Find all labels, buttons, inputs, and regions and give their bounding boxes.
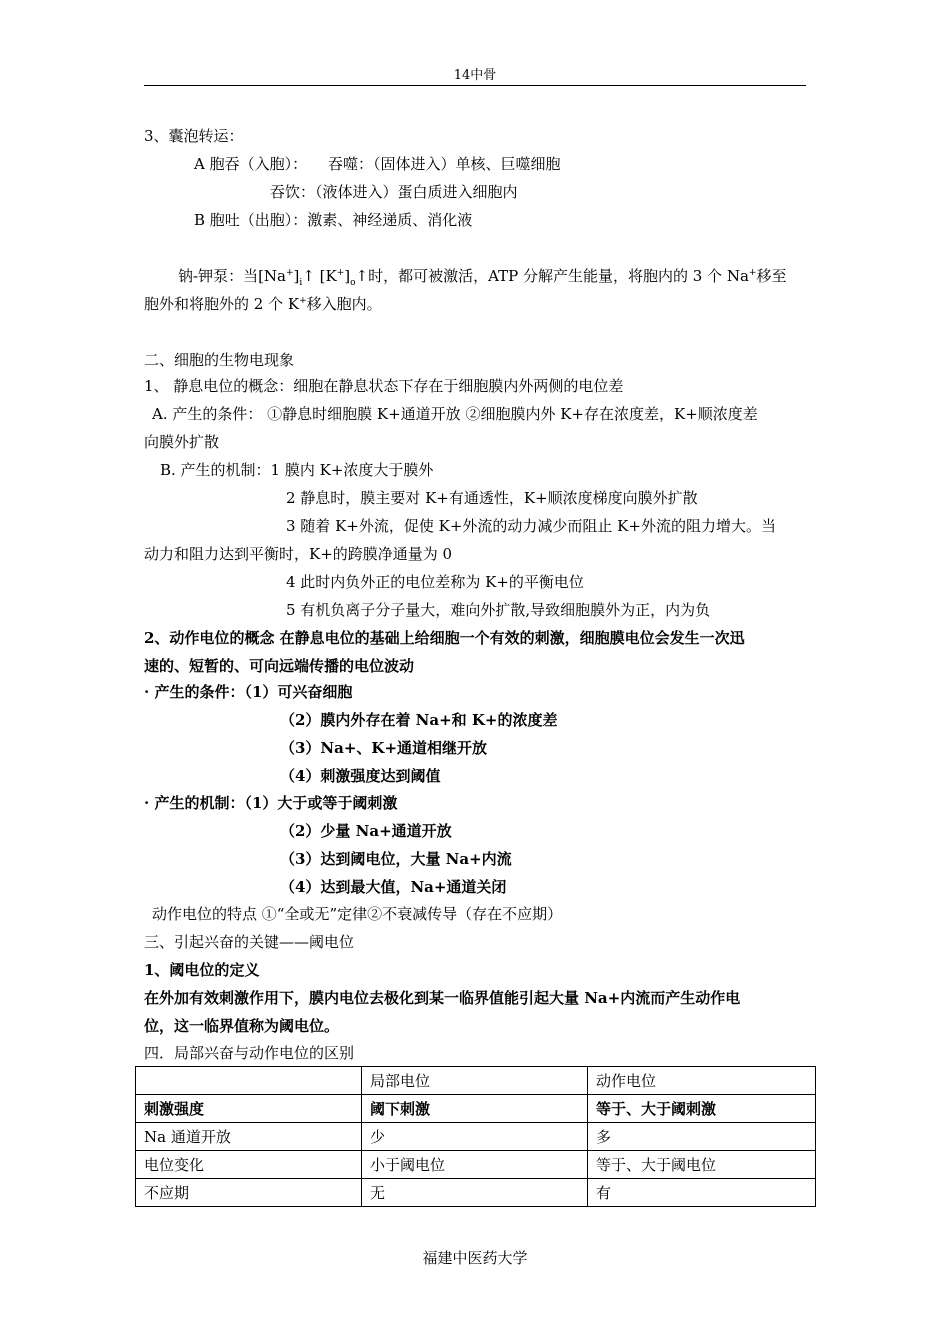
pump-text-4: ] [344,267,351,285]
table-header-cell: 动作电位 [588,1067,816,1095]
ap-condition-4: （4）刺激强度达到阈值 [280,767,441,785]
table-header-cell: 局部电位 [362,1067,588,1095]
ap-feature: 动作电位的特点 ①“全或无”定律②不衰减传导（存在不应期） [152,905,563,923]
ap-mechanism-1: · 产生的机制：（1）大于或等于阈刺激 [144,794,398,812]
sub-i: i [299,278,303,288]
page-header: 14中骨 [453,68,497,83]
table-cell: 少 [362,1123,588,1151]
pump-text-7: 胞外和将胞外的 2 个 K [144,295,300,313]
resting-mechanism-5: 5 有机负离子分子量大，难向外扩散,导致细胞膜外为正，内为负 [286,601,711,619]
plus-sup: + [299,296,307,306]
table-header-row [136,1067,816,1095]
ap-condition-1: · 产生的条件：（1）可兴奋细胞 [144,683,353,701]
ap-mechanism-4: （4）达到最大值，Na+通道关闭 [280,878,507,896]
pump-text-3: ↑ [K [302,267,337,285]
pump-text-1: 钠-钾泵：当[Na [178,267,286,285]
table-row [136,1151,816,1179]
table-cell: 无 [362,1179,588,1207]
table-cell: 有 [588,1179,816,1207]
resting-mechanism-3b: 动力和阻力达到平衡时，K+的跨膜净通量为 0 [144,545,453,563]
table-row [136,1095,816,1123]
table-cell: 多 [588,1123,816,1151]
sub-o: o [350,278,356,288]
sodium-pump-line-1 [178,266,786,286]
plus-sup: + [336,268,345,278]
section3-heading: 三、引起兴奋的关键——阈电位 [144,933,355,951]
table-cell: 小于阈电位 [362,1151,588,1179]
section2-heading: 二、细胞的生物电现象 [144,351,295,369]
threshold-def-title: 1、阈电位的定义 [144,961,260,979]
plus-sup: + [286,268,294,278]
table-cell: Na 通道开放 [136,1123,362,1151]
action-potential-concept-2: 速的、短暂的、可向远端传播的电位波动 [144,657,415,675]
pump-text-5: ↑时，都可被激活，ATP 分解产生能量，将胞内的 3 个 Na [355,267,749,285]
section4-heading: 四．局部兴奋与动作电位的区别 [144,1044,355,1062]
resting-mechanism-1: B. 产生的机制：1 膜内 K+浓度大于膜外 [160,461,434,479]
plus-sup: + [748,268,757,278]
table-cell: 刺激强度 [136,1095,362,1123]
pump-text-2: ] [293,267,300,285]
ap-mechanism-2: （2）少量 Na+通道开放 [280,822,452,840]
table-cell: 不应期 [136,1179,362,1207]
table-cell: 电位变化 [136,1151,362,1179]
action-potential-concept-1: 2、动作电位的概念 在静息电位的基础上给细胞一个有效的刺激，细胞膜电位会发生一次迅 [144,629,745,647]
phagocytosis-line: 吞噬：（固体进入）单核、巨噬细胞 [328,155,561,173]
table-row [136,1123,816,1151]
table-header-cell [136,1067,362,1095]
ap-mechanism-3: （3）达到阈电位，大量 Na+内流 [280,850,512,868]
page-footer: 福建中医药大学 [422,1249,528,1267]
resting-concept: 1、 静息电位的概念：细胞在静息状态下存在于细胞膜内外两侧的电位差 [144,377,624,395]
resting-condition-1: A. 产生的条件： ①静息时细胞膜 K+通道开放 ②细胞膜内外 K+存在浓度差，K+顺浓度差 [152,405,758,423]
exocytosis-line: B 胞吐（出胞）：激素、神经递质、消化液 [194,211,473,229]
vesicle-heading: 3、囊泡转运： [144,127,244,145]
resting-mechanism-3a: 3 随着 K+外流，促使 K+外流的动力减少而阻止 K+外流的阻力增大。当 [286,517,776,535]
pump-text-8: 移入胞内。 [306,295,382,313]
table-cell: 等于、大于阈电位 [588,1151,816,1179]
pump-text-6: 移至 [756,267,787,285]
table-cell: 等于、大于阈刺激 [588,1095,816,1123]
threshold-def-line-1: 在外加有效刺激作用下，膜内电位去极化到某一临界值能引起大量 Na+内流而产生动作电 [144,989,741,1007]
resting-mechanism-4: 4 此时内负外正的电位差称为 K+的平衡电位 [286,573,584,591]
resting-condition-2: 向膜外扩散 [144,433,220,451]
header-rule [144,85,806,86]
resting-mechanism-2: 2 静息时，膜主要对 K+有通透性，K+顺浓度梯度向膜外扩散 [286,489,698,507]
ap-condition-3: （3）Na+、K+通道相继开放 [280,739,488,757]
sodium-pump-line-2 [144,294,382,314]
comparison-table [135,1066,816,1207]
table-cell: 阈下刺激 [362,1095,588,1123]
pinocytosis-line: 吞饮：（液体进入）蛋白质进入细胞内 [270,183,518,201]
threshold-def-line-2: 位，这一临界值称为阈电位。 [144,1017,340,1035]
endocytosis-title: A 胞吞（入胞）： [194,155,308,173]
table-row [136,1179,816,1207]
ap-condition-2: （2）膜内外存在着 Na+和 K+的浓度差 [280,711,558,729]
